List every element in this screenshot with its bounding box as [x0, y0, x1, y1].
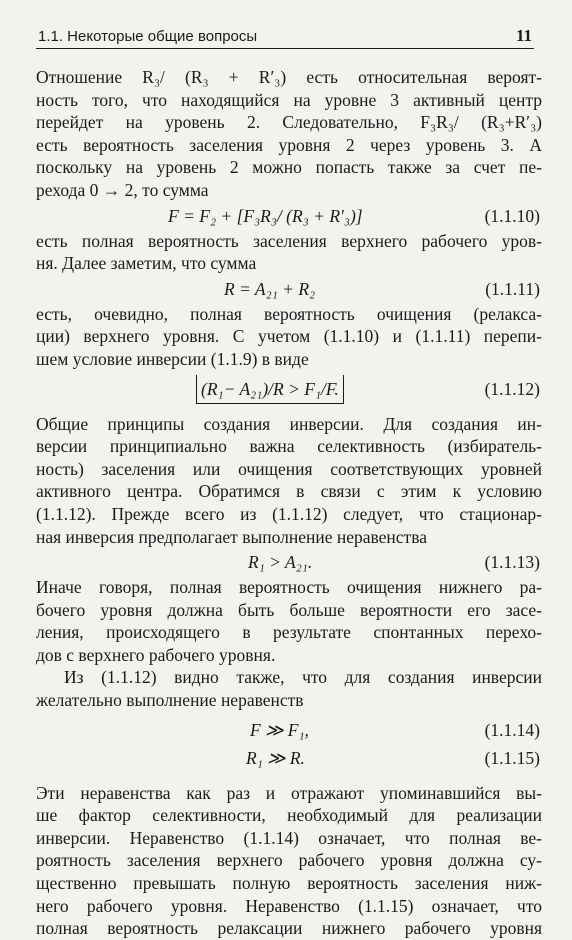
equation-number: (1.1.11)	[485, 278, 540, 299]
equation-1-1-13	[36, 548, 542, 576]
paragraph-4	[36, 413, 542, 549]
text-line: Из (1.1.12) видно также, что для создания инверсии	[64, 667, 542, 688]
section-title: 1.1. Некоторые общие вопросы	[38, 28, 258, 45]
text-line: дов с верхнего рабочего уровня.	[36, 644, 276, 665]
equation-number: (1.1.14)	[484, 719, 540, 740]
equation-number: (1.1.13)	[484, 552, 540, 573]
page-number: 11	[515, 26, 532, 45]
paragraph-1	[36, 66, 542, 202]
text-line: шем условие инверсии (1.1.9) в виде	[36, 348, 309, 369]
text-line: ции) верхнего уровня. С учетом (1.1.10) и (1.1.11) перепи-	[36, 326, 542, 347]
text-line: активного центра. Обратимся в связи с этим к условию	[36, 481, 542, 502]
paragraph-3	[36, 303, 542, 371]
text-line: бочего уровня должна быть больше вероятности его засе-	[36, 599, 542, 620]
text-line: Иначе говоря, полная вероятность очищения нижнего ра-	[36, 577, 542, 598]
equation-formula: R₁ ≫ R.	[246, 747, 305, 768]
equation-formula: R = A₂₁ + R₂	[224, 278, 316, 299]
text-line: Общие принципы создания инверсии. Для создания ин-	[36, 413, 542, 434]
text-line: инверсии. Неравенство (1.1.14) означает, что полная ве-	[36, 827, 542, 848]
equation-formula: F = F₂ + [F₃R₃/ (R₃ + R′₃)]	[168, 205, 363, 226]
text-line: ня. Далее заметим, что сумма	[36, 253, 257, 274]
text-line: полная вероятность релаксации нижнего рабочего уровня	[36, 918, 542, 939]
text-line: есть вероятность заселения уровня 2 через уровень 3. А	[36, 134, 542, 155]
text-line: ная инверсия предполагает выполнение неравенства	[36, 526, 427, 547]
text-line: ность) заселения или очищения соответствующих уровней	[36, 458, 542, 479]
equation-1-1-15	[36, 744, 542, 772]
text-line: рехода 0 → 2, то сумма	[36, 179, 209, 200]
text-line: щественно превышать полную вероятность заселения ниж-	[36, 873, 542, 894]
text-line: ления, происходящего в результате спонтанных перехо-	[36, 622, 542, 643]
equation-number: (1.1.12)	[484, 378, 540, 399]
equation-formula: F ≫ F₁,	[250, 719, 309, 740]
equation-formula: (R₁− A₂₁)/R > F₁/F.	[196, 375, 344, 404]
text-line: Эти неравенства как раз и отражают упоминавшийся вы-	[36, 782, 542, 803]
paragraph-6	[36, 666, 542, 711]
paragraph-5	[36, 576, 542, 666]
text-line: перейдет на уровень 2. Следовательно, F₃R₃/ (R₃+R′₃)	[36, 112, 542, 133]
equation-formula: R₁ > A₂₁.	[248, 552, 313, 573]
paragraph-2	[36, 230, 542, 275]
paragraph-7	[36, 782, 542, 940]
equation-1-1-12	[36, 375, 542, 403]
text-line: версии принципиально важна селективность (избиратель-	[36, 436, 542, 457]
equation-1-1-11	[36, 275, 542, 303]
text-line: есть, очевидно, полная вероятность очищения (релакса-	[36, 303, 542, 324]
text-line: роятность заселения верхнего рабочего уровня должна су-	[36, 850, 542, 871]
equation-1-1-10	[36, 202, 542, 230]
text-line: поскольку на уровень 2 можно попасть также за счет пе-	[36, 157, 542, 178]
text-line: желательно выполнение неравенств	[36, 690, 304, 711]
equation-number: (1.1.10)	[484, 205, 540, 226]
equation-number: (1.1.15)	[484, 747, 540, 768]
text-line: Отношение R₃/ (R₃ + R′₃) есть относительная вероят-	[36, 67, 542, 87]
running-header	[36, 26, 534, 49]
text-line: (1.1.12). Прежде всего из (1.1.12) следует, что стационар-	[36, 503, 542, 524]
text-line: есть полная вероятность заселения верхнего рабочего уров-	[36, 230, 542, 251]
text-line: него рабочего уровня. Неравенство (1.1.15) означает, что	[36, 895, 542, 916]
text-line: ность того, что находящийся на уровне 3 активный центр	[36, 89, 542, 110]
text-line: ше фактор селективности, необходимый для реализации	[36, 805, 542, 826]
page-body	[36, 66, 542, 940]
equation-1-1-14	[36, 716, 542, 744]
